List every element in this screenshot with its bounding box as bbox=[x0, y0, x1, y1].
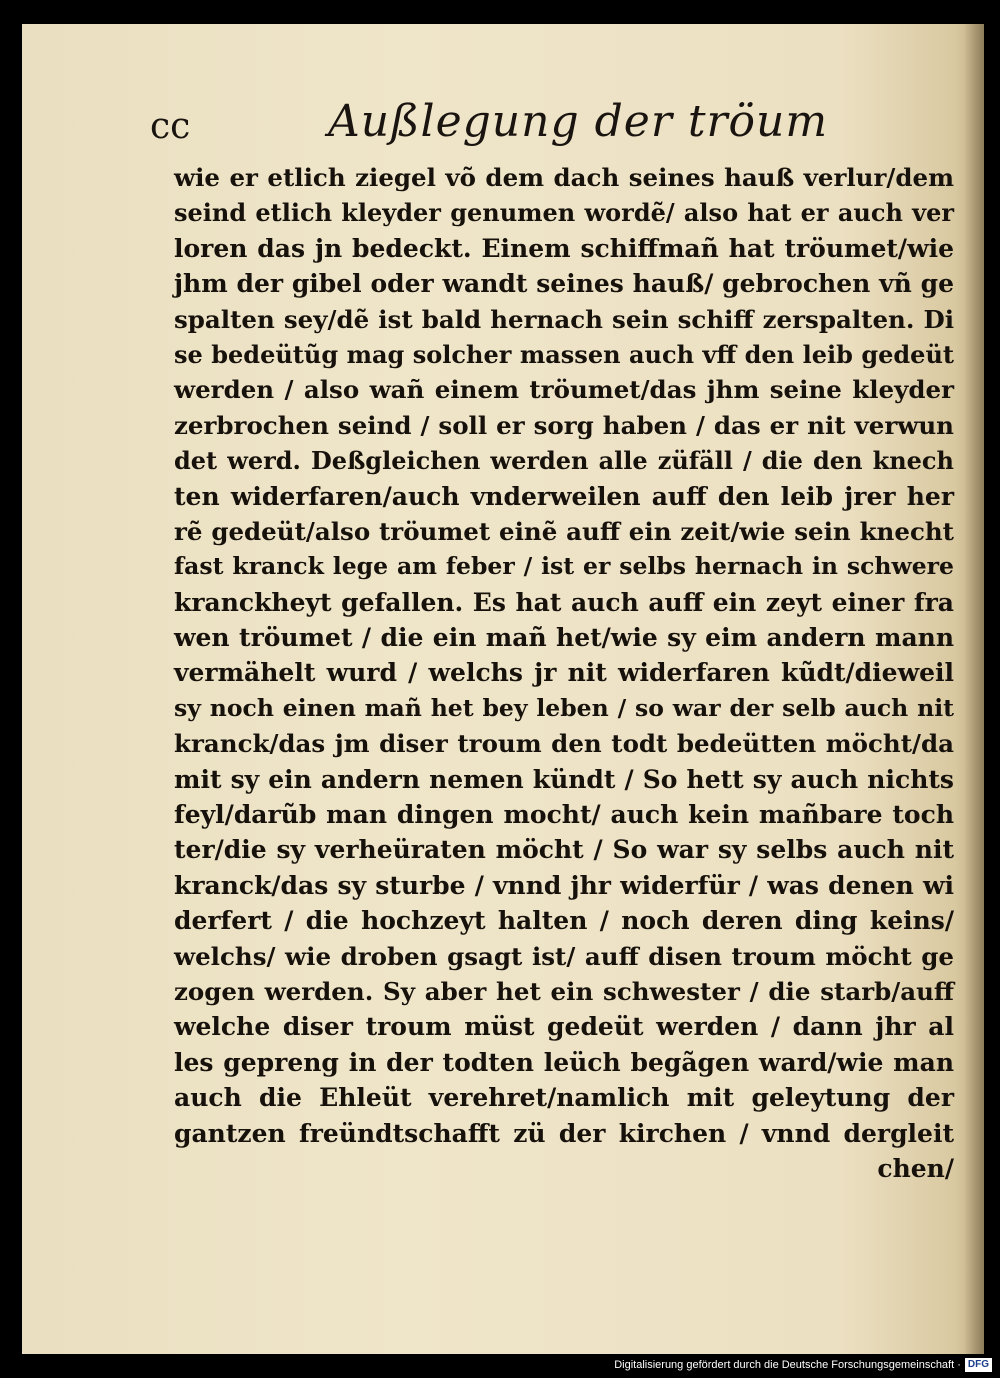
text-line: chen/ bbox=[877, 1153, 954, 1183]
running-title: Außlegung der tröum bbox=[328, 96, 829, 147]
credit-text: Digitalisierung gefördert durch die Deutsche Forschungsgemeinschaft · bbox=[614, 1359, 961, 1371]
text-line: sy noch einen mañ het bey leben / so war der selb auch nit bbox=[174, 693, 954, 722]
text-line: spalten sey/dẽ ist bald hernach sein schiff zerspalten. Di bbox=[174, 304, 954, 334]
text-line: vermähelt wurd / welchs jr nit widerfaren kũdt/dieweil bbox=[174, 658, 954, 688]
text-line: zerbrochen seind / soll er sorg haben / das er nit verwun bbox=[174, 410, 954, 440]
text-line: fast kranck lege am feber / ist er selbs hernach in schwere bbox=[174, 552, 954, 581]
text-line: feyl/darũb man dingen mocht/ auch kein mañbare toch bbox=[174, 800, 954, 830]
text-line: wie er etlich ziegel võ dem dach seines hauß verlur/dem bbox=[174, 163, 954, 192]
text-line: auch die Ehleüt verehret/namlich mit geleytung der bbox=[174, 1083, 954, 1113]
text-line: werden / also wañ einem tröumet/das jhm seine kleyder bbox=[174, 375, 954, 405]
text-line: ter/die sy verheüraten möcht / So war sy selbs auch nit bbox=[174, 835, 954, 865]
text-line: wen tröumet / die ein mañ het/wie sy eim andern mann bbox=[174, 623, 954, 653]
text-line: mit sy ein andern nemen kündt / So hett sy auch nichts bbox=[174, 764, 954, 794]
text-line: seind etlich kleyder genumen wordẽ/ also hat er auch ver bbox=[174, 198, 954, 228]
funding-credit bbox=[614, 1356, 992, 1374]
text-line: zogen werden. Sy aber het ein schwester / die starb/auff bbox=[174, 976, 954, 1006]
text-line: loren das jn bedeckt. Einem schiffmañ hat tröumet/wie bbox=[174, 233, 954, 263]
text-line: welchs/ wie droben gsagt ist/ auff disen troum möcht ge bbox=[174, 941, 954, 971]
book-page bbox=[22, 24, 984, 1354]
text-block bbox=[174, 160, 954, 1186]
text-line: kranck/das jm diser troum den todt bedeütten möcht/da bbox=[174, 729, 954, 759]
text-line: ten widerfaren/auch vnderweilen auff den leib jrer her bbox=[174, 481, 954, 511]
text-line: kranckheyt gefallen. Es hat auch auff ein zeyt einer fra bbox=[174, 587, 954, 617]
text-line: welche diser troum müst gedeüt werden / dann jhr al bbox=[174, 1012, 954, 1042]
text-line: kranck/das sy sturbe / vnnd jhr widerfür / was denen wi bbox=[174, 870, 954, 900]
text-line: jhm der gibel oder wandt seines hauß/ gebrochen vñ ge bbox=[174, 269, 954, 299]
text-line: les gepreng in der todten leüch begãgen ward/wie man bbox=[174, 1047, 954, 1077]
page-header bbox=[150, 96, 910, 156]
folio-number: cc bbox=[150, 106, 191, 147]
text-line: derfert / die hochzeyt halten / noch deren ding keins/ bbox=[174, 906, 954, 936]
text-line: det werd. Deßgleichen werden alle züfäll / die den knech bbox=[174, 446, 954, 476]
dfg-logo-icon: DFG bbox=[965, 1358, 992, 1372]
text-line: gantzen freündtschafft zü der kirchen / vnnd dergleit bbox=[174, 1118, 954, 1148]
text-line: rẽ gedeüt/also tröumet einẽ auff ein zeit/wie sein knecht bbox=[174, 516, 954, 546]
text-line: se bedeütũg mag solcher massen auch vff den leib gedeüt bbox=[174, 339, 954, 369]
